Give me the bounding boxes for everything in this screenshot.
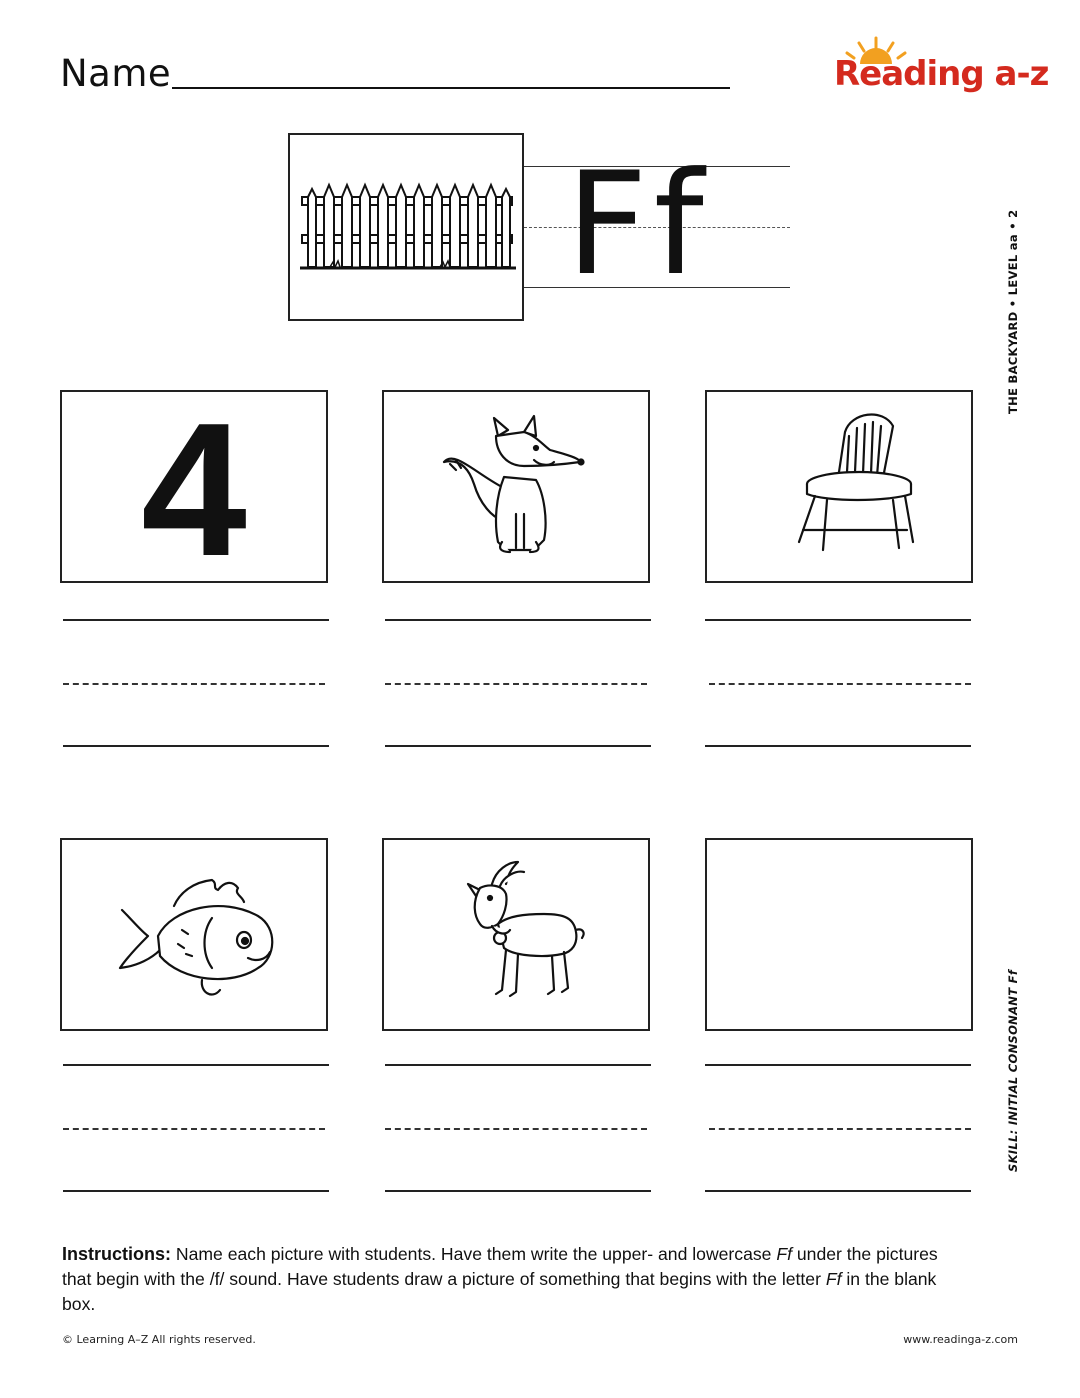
write-mid-line-1[interactable] <box>63 683 325 685</box>
instructions-letter-2: Ff <box>825 1269 842 1289</box>
write-base-line-2[interactable] <box>385 745 651 747</box>
write-base-line-4[interactable] <box>63 1190 329 1192</box>
number-four: 4 <box>141 383 247 596</box>
write-mid-line-4[interactable] <box>63 1128 325 1130</box>
side-title: THE BACKYARD • LEVEL aa • 2 <box>1006 209 1020 414</box>
name-label: Name <box>60 52 172 95</box>
write-top-line-1[interactable] <box>63 619 329 621</box>
instructions-label: Instructions: <box>62 1244 172 1264</box>
picture-card-fish <box>60 838 328 1031</box>
write-mid-line-3[interactable] <box>709 683 971 685</box>
picture-card-fox <box>382 390 650 583</box>
fish-icon <box>62 840 326 1029</box>
fox-icon <box>384 392 648 581</box>
write-mid-line-5[interactable] <box>385 1128 647 1130</box>
write-base-line-5[interactable] <box>385 1190 651 1192</box>
write-top-line-6[interactable] <box>705 1064 971 1066</box>
letter-guide <box>524 142 792 307</box>
picture-card-chair <box>705 390 973 583</box>
target-letters: Ff <box>566 142 710 307</box>
instructions <box>62 1242 962 1317</box>
side-skill: SKILL: INITIAL CONSONANT Ff <box>1006 969 1020 1172</box>
logo-text: Reading a-z <box>834 54 1049 94</box>
name-write-line[interactable] <box>172 87 730 89</box>
write-top-line-4[interactable] <box>63 1064 329 1066</box>
chair-icon <box>707 392 971 581</box>
fence-icon <box>290 135 522 319</box>
fence-picture-box <box>288 133 524 321</box>
write-mid-line-6[interactable] <box>709 1128 971 1130</box>
write-top-line-2[interactable] <box>385 619 651 621</box>
goat-icon <box>384 840 648 1029</box>
write-base-line-6[interactable] <box>705 1190 971 1192</box>
instructions-text-3: in the blank box. <box>62 1269 937 1314</box>
website-link[interactable]: www.readinga-z.com <box>903 1333 1018 1346</box>
write-base-line-1[interactable] <box>63 745 329 747</box>
write-mid-line-2[interactable] <box>385 683 647 685</box>
instructions-text-2: under the pictures that begin with the /f/ sound. Have students draw a picture of something that begins with the letter <box>62 1244 938 1289</box>
blank-drawing-box[interactable] <box>705 838 973 1031</box>
reading-az-logo <box>826 34 1049 104</box>
write-base-line-3[interactable] <box>705 745 971 747</box>
instructions-letter-1: Ff <box>776 1244 792 1264</box>
write-top-line-5[interactable] <box>385 1064 651 1066</box>
picture-card-goat <box>382 838 650 1031</box>
instructions-text-1: Name each picture with students. Have them write the upper- and lowercase <box>171 1244 777 1264</box>
copyright: © Learning A–Z All rights reserved. <box>62 1333 256 1346</box>
write-top-line-3[interactable] <box>705 619 971 621</box>
picture-card-four <box>60 383 328 596</box>
